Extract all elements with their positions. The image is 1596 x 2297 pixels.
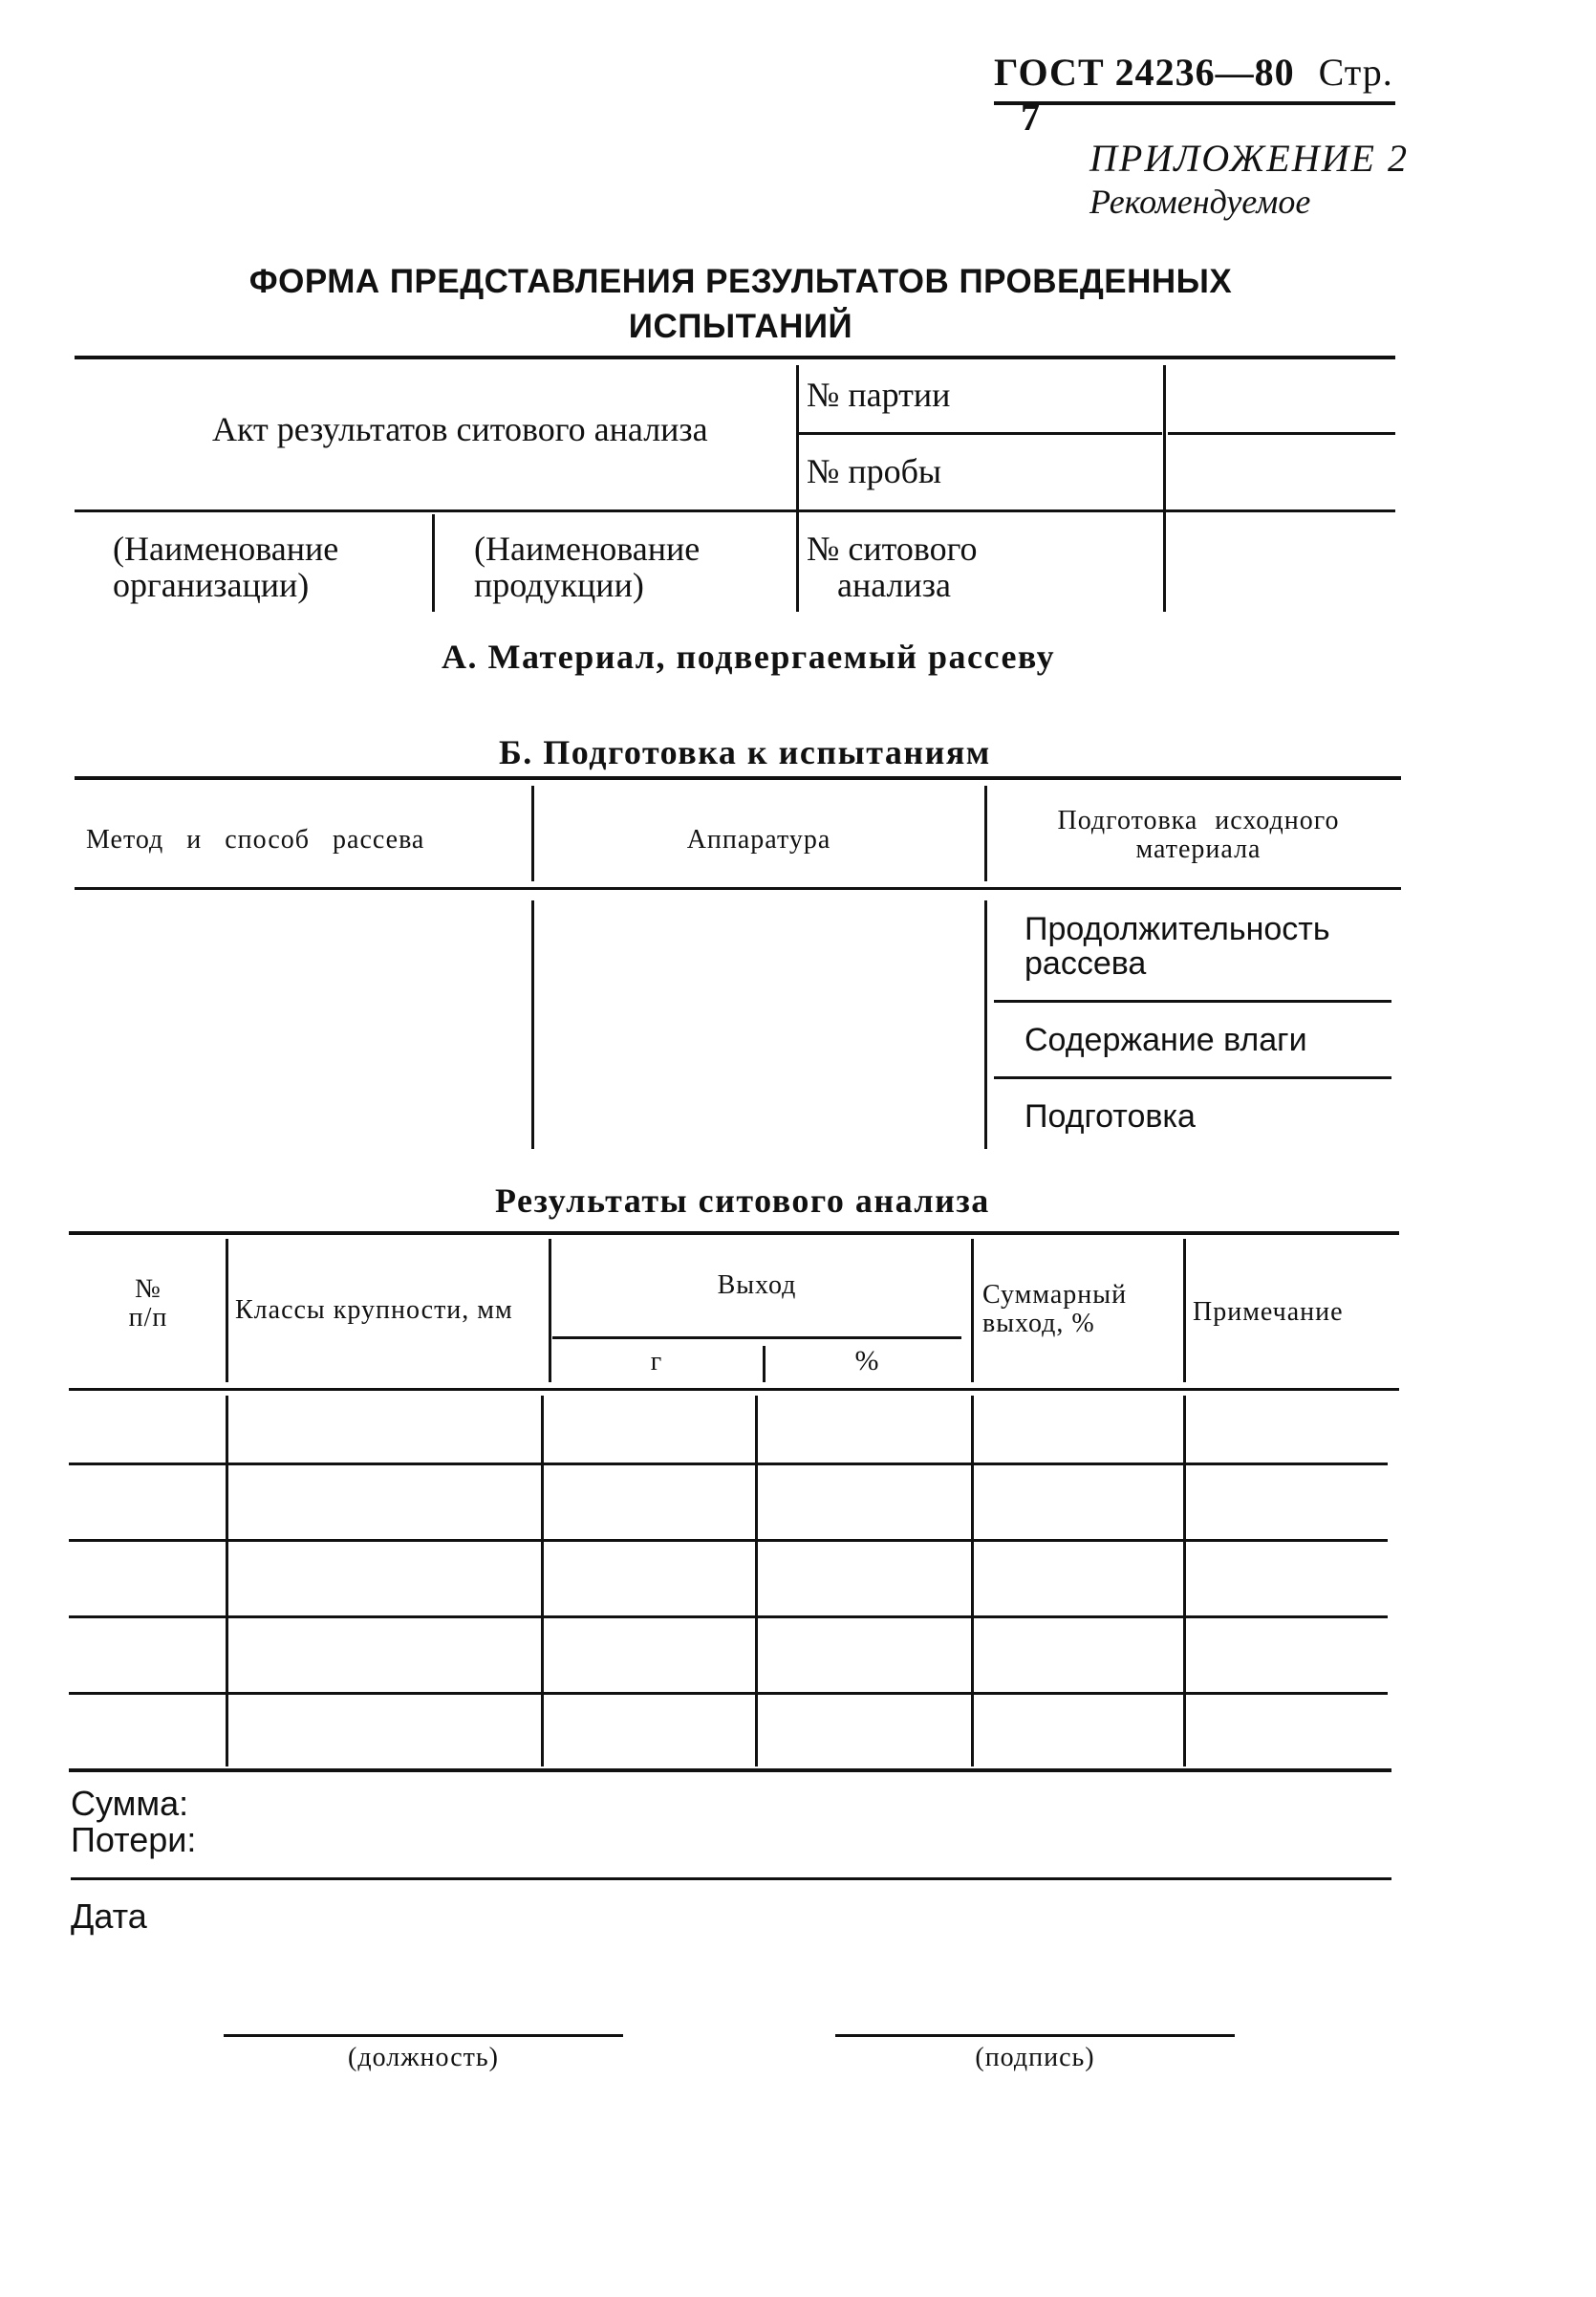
results-col-divider bbox=[755, 1396, 758, 1766]
act-table-rule bbox=[1168, 432, 1395, 435]
table-row bbox=[69, 1539, 1388, 1542]
results-col-divider bbox=[1183, 1396, 1186, 1766]
results-title: Результаты ситового анализа bbox=[495, 1181, 990, 1220]
page-header bbox=[994, 50, 1405, 139]
signature-line bbox=[835, 2034, 1235, 2037]
act-table-rule bbox=[75, 509, 1395, 512]
section-b-title: Б. Подготовка к испытаниям bbox=[499, 733, 991, 771]
col-yield-g: г bbox=[650, 1347, 663, 1376]
results-col-divider bbox=[226, 1239, 228, 1382]
position-line bbox=[224, 2034, 623, 2037]
results-col-divider bbox=[1183, 1239, 1186, 1382]
appendix-note: Рекомендуемое bbox=[1089, 183, 1311, 221]
prep-item-duration: Продолжительность рассева bbox=[1024, 911, 1330, 982]
col-size-classes: Классы крупности, мм bbox=[235, 1295, 513, 1325]
results-col-divider bbox=[763, 1346, 766, 1382]
results-table-header-rule bbox=[69, 1388, 1399, 1391]
prep-table-divider bbox=[984, 786, 987, 881]
col-yield: Выход bbox=[717, 1270, 797, 1300]
results-col-divider bbox=[549, 1239, 551, 1382]
sieve-no-label: № ситового анализа bbox=[807, 530, 978, 604]
col-note: Примечание bbox=[1193, 1297, 1344, 1327]
form-title-line1: ФОРМА ПРЕДСТАВЛЕНИЯ РЕЗУЛЬТАТОВ ПРОВЕДЕННЫХ bbox=[248, 263, 1233, 300]
prep-table-divider bbox=[984, 900, 987, 1149]
losses-label: Потери: bbox=[71, 1820, 197, 1859]
act-title: Акт результатов ситового анализа bbox=[212, 410, 708, 448]
sample-no-label: № пробы bbox=[807, 452, 942, 490]
prep-table-divider bbox=[531, 786, 534, 881]
act-table-divider bbox=[1163, 365, 1166, 612]
prep-item-moisture: Содержание влаги bbox=[1024, 1022, 1307, 1058]
table-row bbox=[69, 1463, 1388, 1465]
position-caption: (должность) bbox=[348, 2043, 499, 2072]
signature-caption: (подпись) bbox=[975, 2043, 1095, 2072]
prep-table-divider bbox=[531, 900, 534, 1149]
results-col-divider bbox=[226, 1396, 228, 1766]
product-name-caption: (Наименование продукции) bbox=[474, 530, 701, 604]
prep-item-rule bbox=[994, 1076, 1391, 1079]
results-col-divider bbox=[971, 1239, 974, 1382]
col-cumulative-yield: Суммарный выход, % bbox=[982, 1280, 1128, 1338]
results-table-top-rule bbox=[69, 1231, 1399, 1235]
col-number: № п/п bbox=[128, 1274, 168, 1333]
section-a-title: А. Материал, подвергаемый рассеву bbox=[442, 638, 1056, 676]
appendix-title: ПРИЛОЖЕНИЕ 2 bbox=[1089, 137, 1409, 180]
prep-item-preparation: Подготовка bbox=[1024, 1098, 1196, 1135]
yield-subheader-rule bbox=[552, 1336, 961, 1339]
batch-no-label: № партии bbox=[807, 376, 951, 414]
page-number: 7 bbox=[1021, 96, 1041, 139]
act-table-rule bbox=[799, 432, 1162, 435]
act-table-divider bbox=[796, 365, 799, 612]
results-table-bottom-rule bbox=[69, 1768, 1391, 1772]
form-title-line2: ИСПЫТАНИЙ bbox=[628, 308, 853, 345]
date-label: Дата bbox=[71, 1896, 147, 1936]
col-yield-percent: % bbox=[854, 1345, 879, 1376]
header-rule bbox=[994, 101, 1395, 105]
standard-number: ГОСТ 24236—80 bbox=[994, 51, 1295, 94]
page-label: Стр. bbox=[1318, 51, 1393, 94]
col-apparatus: Аппаратура bbox=[686, 825, 831, 855]
footer-rule bbox=[71, 1877, 1391, 1880]
col-preparation: Подготовка исходного материала bbox=[1057, 806, 1340, 864]
act-table-divider bbox=[432, 514, 435, 612]
prep-item-rule bbox=[994, 1000, 1391, 1003]
org-name-caption: (Наименование организации) bbox=[113, 530, 339, 604]
results-col-divider bbox=[541, 1396, 544, 1766]
table-row bbox=[69, 1615, 1388, 1618]
results-col-divider bbox=[971, 1396, 974, 1766]
col-method: Метод и способ рассева bbox=[86, 825, 425, 855]
prep-table-header-rule bbox=[75, 887, 1401, 890]
prep-table-top-rule bbox=[75, 776, 1401, 780]
sum-label: Сумма: bbox=[71, 1784, 189, 1823]
table-row bbox=[69, 1692, 1388, 1695]
act-table-top-rule bbox=[75, 356, 1395, 359]
